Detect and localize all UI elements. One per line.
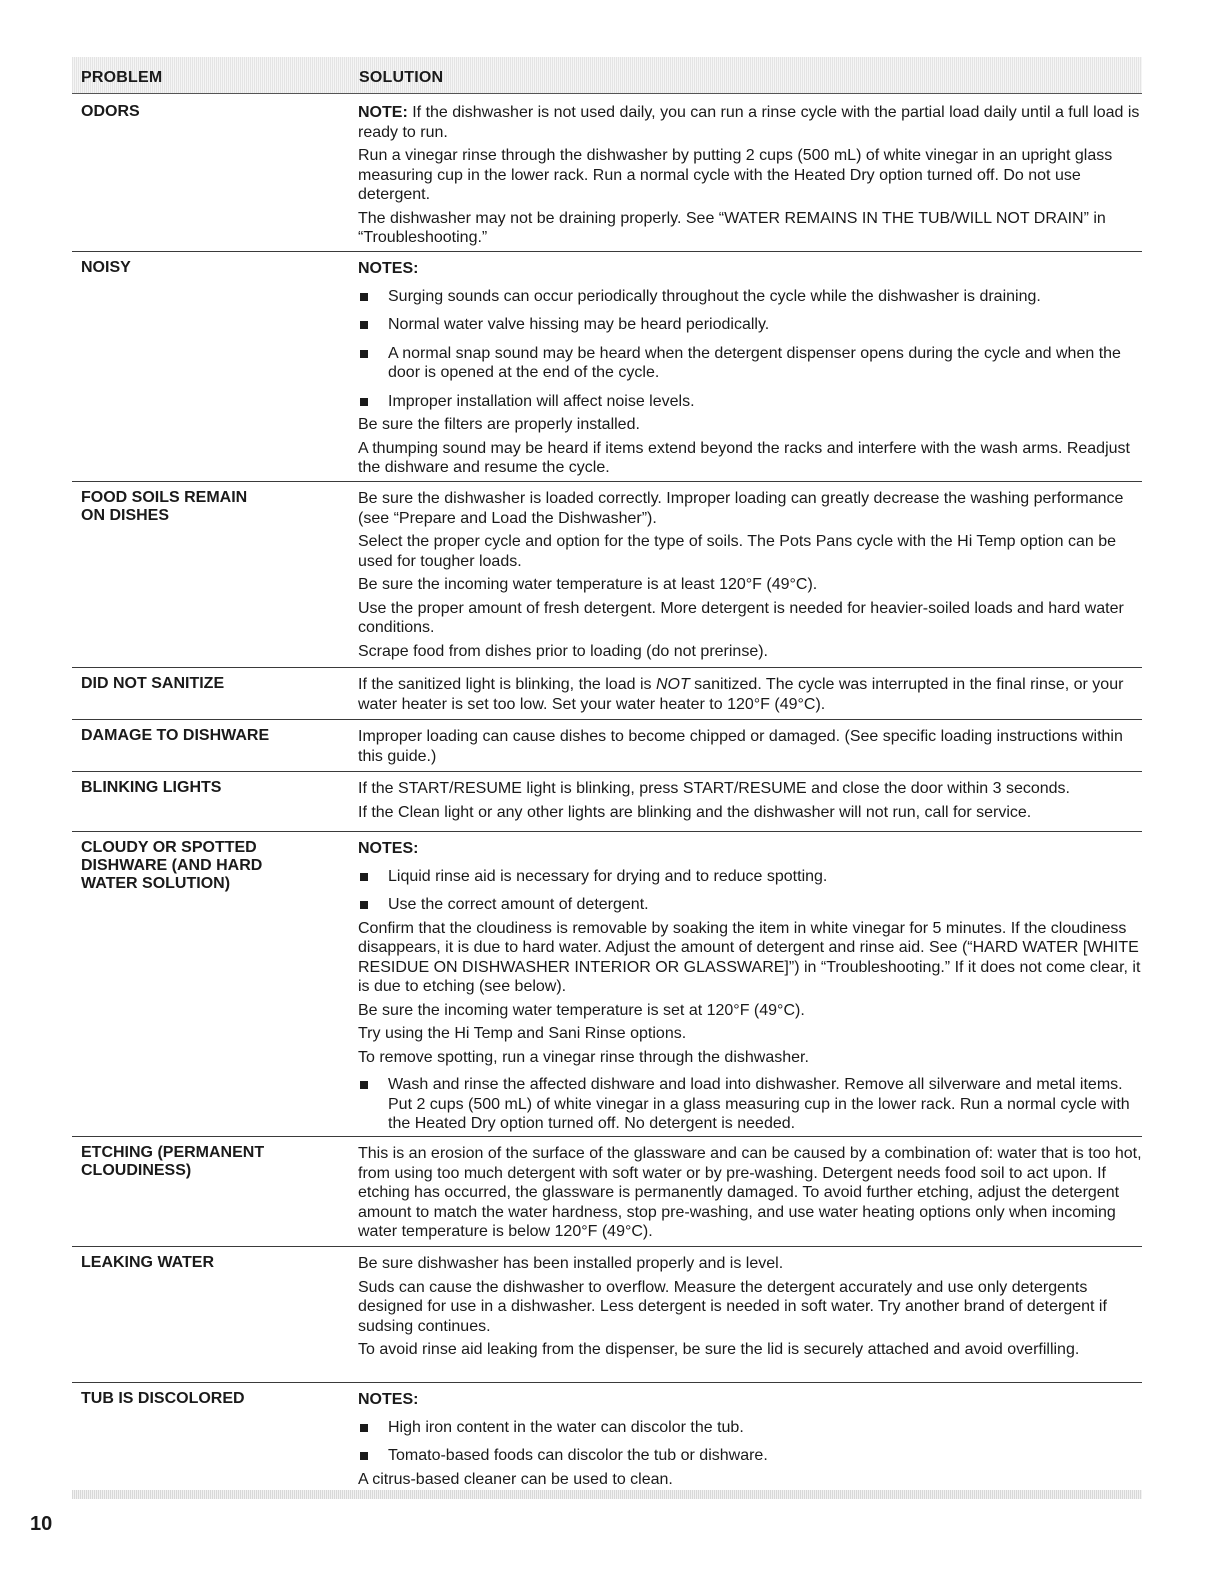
solution-text: If the Clean light or any other lights are blinking and the dishwasher will not run, call for service.	[358, 803, 1032, 821]
bullet-item: High iron content in the water can discolor the tub.	[358, 1418, 1143, 1438]
notes-label: NOTES:	[358, 260, 419, 277]
solution-text: Be sure the incoming water temperature is at least 120°F (49°C).	[358, 576, 818, 593]
solution-text: Be sure the dishwasher is loaded correctly. Improper loading can greatly decrease the washing performance (see “Prepare and Load the Dishwasher”).	[358, 490, 1124, 527]
solution-text: To avoid rinse aid leaking from the dispenser, be sure the lid is securely attached and avoid overfilling.	[358, 1341, 1080, 1358]
problem-food-soils: FOOD SOILS REMAIN ON DISHES	[81, 489, 248, 524]
header-problem: PROBLEM	[81, 69, 163, 86]
table-row-blinking-lights	[72, 771, 1142, 832]
footer-rule	[72, 1490, 1142, 1499]
bullet-square-icon	[360, 1452, 368, 1460]
solution-cloudy-dishware	[358, 839, 1143, 1143]
problem-etching: ETCHING (PERMANENT CLOUDINESS)	[81, 1144, 265, 1179]
solution-text: This is an erosion of the surface of the glassware and can be caused by a combination of: water that is too hot, from using too much detergent with soft water or by pre-washing. Detergent needs food soil to act upon. If etching has occurred, the glassware is permanently damaged. To avoid further etching, adjust the detergent amount to match the water hardness, stop pre-washing, and use water heating options only when incoming water temperature is below 120°F (49°C).	[358, 1145, 1142, 1240]
problem-did-not-sanitize: DID NOT SANITIZE	[81, 675, 225, 692]
table-row-cloudy-dishware	[72, 831, 1142, 1137]
bullet-square-icon	[360, 293, 368, 301]
solution-text: Suds can cause the dishwasher to overflow. Measure the detergent accurately and use only detergents designed for use in a dishwasher. Less detergent is needed in soft water. Try another brand of detergent if sudsing continues.	[358, 1278, 1107, 1335]
table-row-damage-to-dishware	[72, 719, 1142, 772]
solution-blinking-lights	[358, 779, 1143, 826]
solution-text: To remove spotting, run a vinegar rinse through the dishwasher.	[358, 1048, 809, 1066]
note-text: If the dishwasher is not used daily, you can run a rinse cycle with the partial load daily until a full load is ready to run.	[358, 104, 1140, 141]
notes-label: NOTES:	[358, 840, 419, 857]
table-row-odors	[72, 95, 1142, 252]
solution-text: Run a vinegar rinse through the dishwasher by putting 2 cups (500 mL) of white vinegar in an upright glass measuring cup in the lower rack. Run a normal cycle with the Heated Dry option turned off. Do not use detergent.	[358, 147, 1113, 203]
table-row-etching	[72, 1136, 1142, 1247]
table-row-leaking-water	[72, 1246, 1142, 1383]
emphasis-not: NOT	[655, 676, 690, 693]
solution-text: A citrus-based cleaner can be used to clean.	[358, 1470, 673, 1488]
solution-did-not-sanitize: If the sanitized light is blinking, the load is NOT sanitized. The cycle was interrupted in the final rinse, or your water heater is set too low. Set your water heater to 120°F (49°C).	[358, 676, 1124, 713]
note-label: NOTE:	[358, 104, 408, 121]
solution-text: Confirm that the cloudiness is removable by soaking the item in white vinegar for 5 minutes. If the cloudiness disappears, it is due to hard water. Adjust the amount of detergent and rinse aid. See (“HARD WATER [WHITE RESIDUE ON DISHWASHER INTERIOR OR GLASSWARE]”) in “Troubleshooting.” If it does not come clear, it is due to etching (see below).	[358, 919, 1141, 995]
bullet-item: Improper installation will affect noise levels.	[358, 392, 1143, 412]
bullet-item: Tomato-based foods can discolor the tub or dishware.	[358, 1446, 1143, 1466]
solution-tub-discolored	[358, 1390, 1143, 1493]
bullet-item: Surging sounds can occur periodically throughout the cycle while the dishwasher is draining.	[358, 287, 1143, 307]
solution-food-soils	[358, 489, 1143, 665]
bullet-square-icon	[360, 1081, 368, 1089]
header-solution: SOLUTION	[359, 69, 444, 86]
solution-text: Improper loading can cause dishes to become chipped or damaged. (See specific loading instructions within this guide.)	[358, 728, 1123, 765]
problem-blinking-lights: BLINKING LIGHTS	[81, 779, 222, 796]
bullet-square-icon	[360, 321, 368, 329]
solution-leaking-water	[358, 1254, 1143, 1364]
bullet-square-icon	[360, 398, 368, 406]
solution-text: Be sure dishwasher has been installed properly and is level.	[358, 1255, 784, 1272]
bullet-square-icon	[360, 901, 368, 909]
problem-leaking-water: LEAKING WATER	[81, 1254, 215, 1271]
solution-text: Scrape food from dishes prior to loading (do not prerinse).	[358, 642, 768, 660]
bullet-item: Liquid rinse aid is necessary for drying and to reduce spotting.	[358, 867, 1143, 887]
problem-tub-discolored: TUB IS DISCOLORED	[81, 1390, 245, 1407]
bullet-item: Wash and rinse the affected dishware and load into dishwasher. Remove all silverware and metal items. Put 2 cups (500 mL) of white vinegar in a glass measuring cup in the lower rack. Run a normal cycle with the Heated Dry option turned off. No detergent is needed.	[358, 1075, 1143, 1134]
solution-text: Be sure the filters are properly installed.	[358, 416, 640, 433]
solution-text: A thumping sound may be heard if items extend beyond the racks and interfere with the wash arms. Readjust the dishware and resume the cycle.	[358, 439, 1130, 476]
problem-cloudy-dishware: CLOUDY OR SPOTTED DISHWARE (AND HARD WATER SOLUTION)	[81, 839, 263, 892]
bullet-square-icon	[360, 1424, 368, 1432]
page-number: 10	[30, 1513, 53, 1535]
problem-damage-to-dishware: DAMAGE TO DISHWARE	[81, 727, 270, 744]
notes-label: NOTES:	[358, 1391, 419, 1408]
bullet-square-icon	[360, 350, 368, 358]
solution-text: The dishwasher may not be draining properly. See “WATER REMAINS IN THE TUB/WILL NOT DRAIN” in “Troubleshooting.”	[358, 209, 1106, 246]
solution-noisy	[358, 259, 1143, 482]
table-row-did-not-sanitize	[72, 667, 1142, 720]
solution-odors	[358, 103, 1143, 252]
bullet-item: A normal snap sound may be heard when the detergent dispenser opens during the cycle and when the door is opened at the end of the cycle.	[358, 344, 1143, 383]
bullet-square-icon	[360, 873, 368, 881]
table-row-noisy	[72, 251, 1142, 482]
problem-noisy: NOISY	[81, 259, 131, 276]
solution-text: Try using the Hi Temp and Sani Rinse options.	[358, 1025, 687, 1042]
table-header	[72, 57, 1142, 94]
solution-damage-to-dishware	[358, 727, 1143, 770]
solution-etching	[358, 1144, 1143, 1246]
solution-text: Select the proper cycle and option for the type of soils. The Pots Pans cycle with the Hi Temp option can be used for tougher loads.	[358, 533, 1117, 570]
solution-text: Use the proper amount of fresh detergent. More detergent is needed for heavier-soiled loads and hard water conditions.	[358, 599, 1124, 636]
bullet-item: Use the correct amount of detergent.	[358, 895, 1143, 915]
table-row-tub-discolored	[72, 1382, 1142, 1488]
table-row-food-soils	[72, 481, 1142, 668]
solution-text: If the START/RESUME light is blinking, press START/RESUME and close the door within 3 seconds.	[358, 780, 1070, 797]
bullet-item: Normal water valve hissing may be heard periodically.	[358, 315, 1143, 335]
solution-text: Be sure the incoming water temperature is set at 120°F (49°C).	[358, 1001, 805, 1019]
problem-odors: ODORS	[81, 103, 140, 120]
